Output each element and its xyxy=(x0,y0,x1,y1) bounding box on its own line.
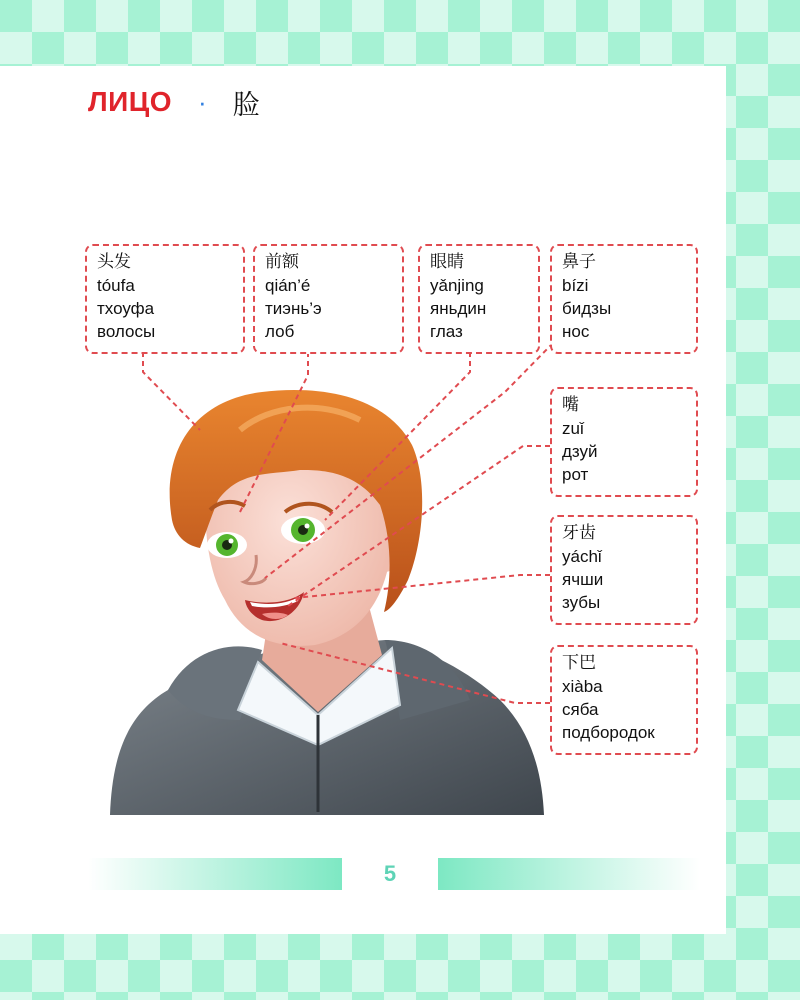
page-number: 5 xyxy=(383,861,397,886)
footer-bar-left xyxy=(88,858,342,890)
label-hanzi: 牙齿 xyxy=(562,523,596,543)
label-russian: нос xyxy=(562,322,590,341)
label-transcription: тиэнь’э xyxy=(265,299,322,318)
label-forehead xyxy=(253,244,404,354)
label-russian: волосы xyxy=(97,322,156,341)
label-pinyin: qián’é xyxy=(265,276,311,295)
label-russian: рот xyxy=(562,465,589,484)
label-transcription: сяба xyxy=(562,700,599,719)
label-pinyin: tóufa xyxy=(97,276,135,295)
label-nose xyxy=(550,244,698,354)
label-hair xyxy=(85,244,245,354)
label-hanzi: 前额 xyxy=(265,252,299,272)
label-pinyin: yáchǐ xyxy=(562,547,602,566)
label-transcription: бидзы xyxy=(562,299,612,318)
label-russian: зубы xyxy=(562,593,601,612)
label-hanzi: 头发 xyxy=(97,252,131,272)
footer-bar-right xyxy=(438,858,700,890)
title-separator-dot: · xyxy=(198,87,207,117)
label-hanzi: 下巴 xyxy=(562,653,596,673)
label-transcription: ячши xyxy=(562,570,604,589)
label-teeth xyxy=(550,515,698,625)
label-pinyin: bízi xyxy=(562,276,589,295)
leader-hair xyxy=(143,352,200,430)
label-chin xyxy=(550,645,698,755)
label-pinyin: yǎnjing xyxy=(430,276,484,295)
label-russian: подбородок xyxy=(562,723,655,742)
label-transcription: яньдин xyxy=(430,299,487,318)
label-mouth xyxy=(550,387,698,497)
label-russian: лоб xyxy=(265,322,295,341)
label-hanzi: 鼻子 xyxy=(562,252,596,272)
label-transcription: дзуй xyxy=(562,442,598,461)
label-transcription: тхоуфа xyxy=(97,299,155,318)
label-eye xyxy=(418,244,540,354)
label-hanzi: 眼睛 xyxy=(430,252,464,272)
title-chinese: 脸 xyxy=(232,89,260,121)
label-pinyin: zuǐ xyxy=(562,419,584,438)
label-russian: глаз xyxy=(430,322,463,341)
title-russian: ЛИЦО xyxy=(88,86,173,117)
label-hanzi: 嘴 xyxy=(562,395,579,415)
page-title xyxy=(88,82,260,122)
label-pinyin: xiàba xyxy=(562,677,603,696)
